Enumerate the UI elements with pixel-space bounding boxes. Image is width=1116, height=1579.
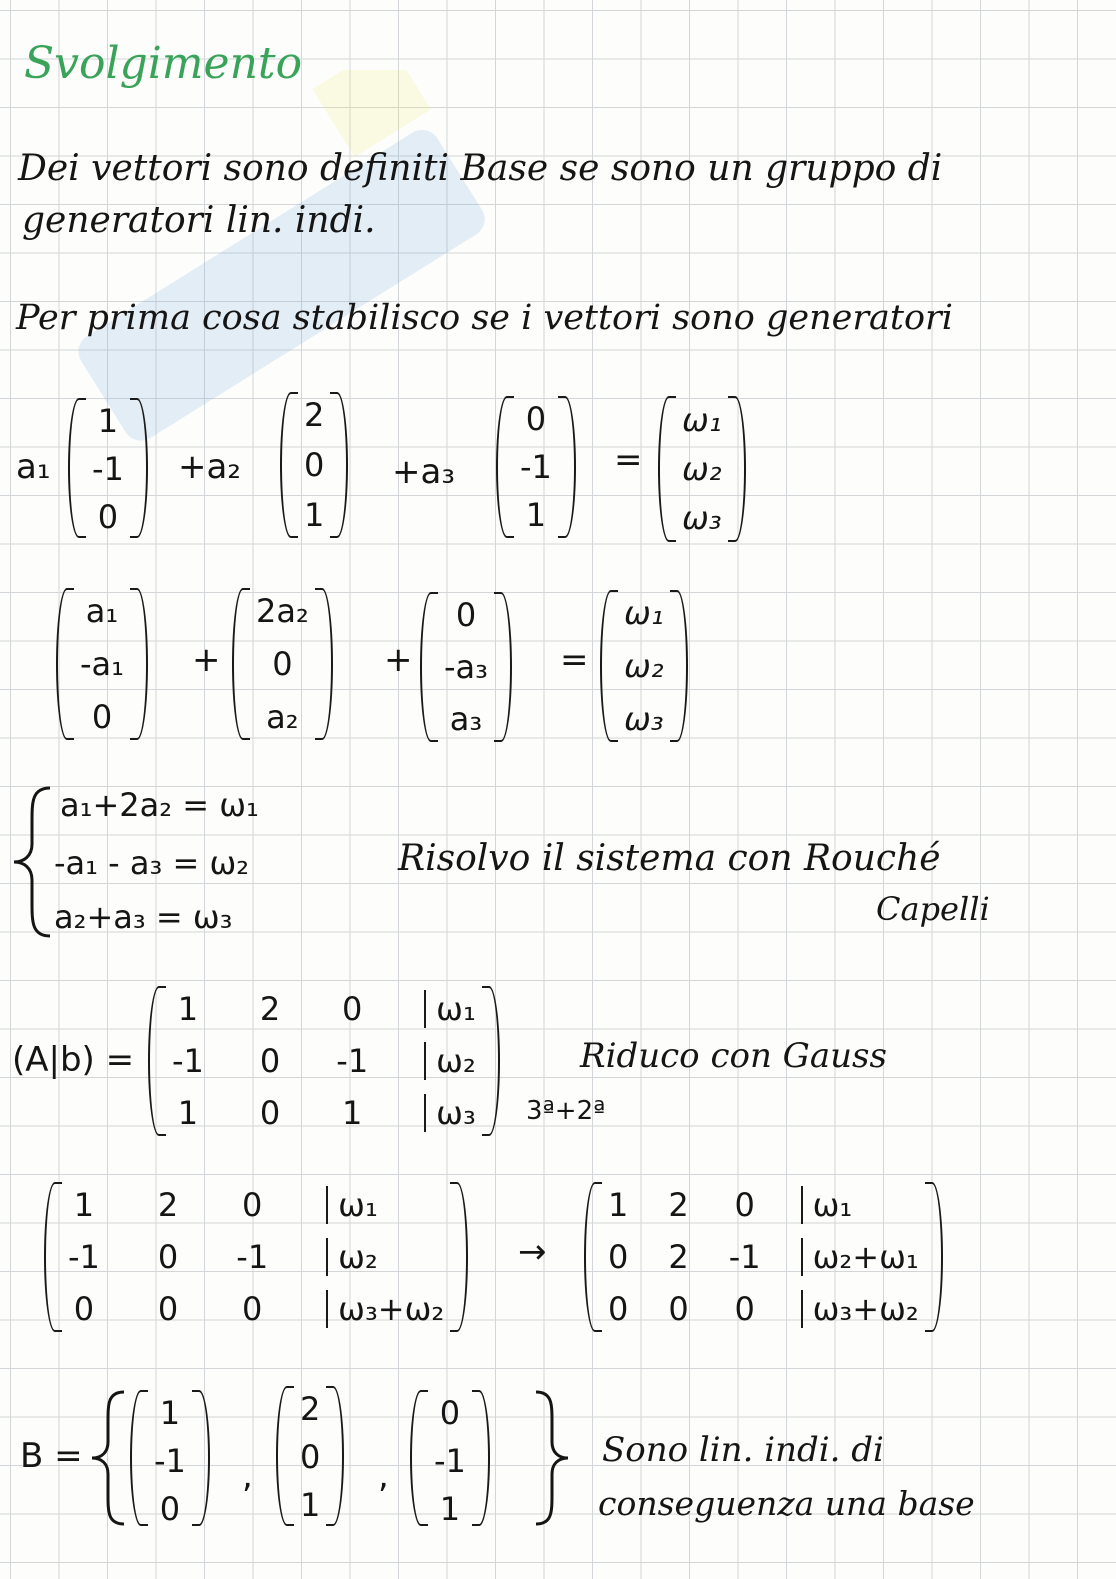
comma: , (378, 1456, 389, 1496)
matrix-cell: 0 (157, 1238, 179, 1276)
vector-entry: 2 (300, 1390, 321, 1428)
vector-entry: -a₁ (80, 644, 124, 683)
vector-v3 (496, 396, 576, 538)
equals-sign: = (614, 440, 643, 480)
matrix-cell: -1 (336, 1042, 369, 1080)
vector-entry: ω₂ (682, 449, 722, 488)
matrix-cell: ω₂+ω₁ (801, 1238, 919, 1276)
curly-brace (6, 782, 56, 942)
matrix-cell: 0 (608, 1238, 629, 1276)
vector-entry: -1 (154, 1442, 186, 1480)
basis-label: B = (20, 1436, 83, 1476)
gauss-note: Riduco con Gauss (580, 1036, 887, 1076)
curly-brace-open (88, 1388, 128, 1528)
system-equation-3: a₂+a₃ = ω₃ (54, 898, 233, 936)
matrix-cell: 0 (242, 1290, 263, 1328)
coefficient-a2: +a₂ (178, 447, 241, 487)
vector-entry: -1 (92, 450, 124, 488)
matrix-cell: -1 (236, 1238, 269, 1276)
matrix-cell: ω₁ (326, 1186, 378, 1224)
paragraph-1-line-2: generatori lin. indi. (22, 200, 376, 241)
matrix-cell: 1 (342, 1094, 363, 1132)
matrix-cell: -1 (172, 1042, 204, 1080)
vector-entry: 2 (304, 396, 325, 434)
paragraph-2: Per prima cosa stabilisco se i vettori sono generatori (16, 298, 953, 338)
plus-sign: + (192, 640, 221, 680)
page-title: Svolgimento (24, 38, 303, 89)
system-note-line-2: Capelli (876, 890, 990, 928)
vector-entry: -a₃ (444, 648, 488, 686)
matrix-cell: 0 (608, 1290, 629, 1328)
row-operation: 3ª+2ª (526, 1096, 606, 1126)
basis-vector-2 (276, 1386, 344, 1526)
vector-entry: 1 (97, 402, 119, 440)
vector-entry: ω₁ (624, 594, 664, 633)
vector-a1 (56, 588, 148, 740)
matrix-cell: ω₃+ω₂ (801, 1290, 919, 1328)
vector-w (658, 396, 746, 542)
augmented-matrix-label: (A|b) = (12, 1040, 135, 1080)
basis-vector-3 (410, 1390, 490, 1526)
system-equation-2: -a₁ - a₃ = ω₂ (54, 844, 250, 882)
matrix-cell: 0 (259, 1094, 281, 1132)
vector-entry: 1 (304, 496, 325, 534)
vector-entry: 0 (455, 596, 477, 634)
comma: , (242, 1456, 253, 1496)
vector-entry: ω₁ (682, 400, 722, 439)
vector-entry: ω₃ (624, 699, 664, 738)
vector-entry: 0 (439, 1394, 461, 1432)
matrix-cell: 0 (73, 1290, 95, 1328)
matrix-cell: 0 (342, 990, 363, 1028)
vector-entry: 0 (159, 1490, 181, 1528)
matrix-after (584, 1182, 943, 1332)
vector-entry: ω₂ (624, 646, 664, 685)
matrix-cell: ω₂ (326, 1238, 378, 1276)
vector-entry: -1 (434, 1442, 466, 1480)
vector-v1 (68, 398, 148, 538)
vector-entry: 0 (304, 446, 325, 484)
coefficient-a1: a₁ (16, 447, 51, 487)
system-note-line-1: Risolvo il sistema con Rouché (398, 838, 941, 879)
coefficient-a3: +a₃ (392, 452, 455, 492)
vector-a2 (232, 588, 333, 740)
matrix-cell: -1 (728, 1238, 761, 1276)
matrix-cell: 2 (668, 1186, 689, 1224)
vector-entry: 0 (97, 498, 119, 536)
vector-entry: 1 (300, 1486, 321, 1524)
augmented-matrix (148, 986, 500, 1136)
matrix-cell: 1 (608, 1186, 629, 1224)
matrix-cell: 0 (259, 1042, 281, 1080)
vector-a3 (420, 592, 512, 742)
basis-note-line-1: Sono lin. indi. di (602, 1430, 884, 1470)
matrix-cell: 0 (157, 1290, 179, 1328)
basis-note-line-2: conseguenza una base (598, 1484, 975, 1523)
matrix-cell: 1 (73, 1186, 95, 1224)
matrix-cell: 2 (157, 1186, 179, 1224)
matrix-cell: 0 (668, 1290, 689, 1328)
matrix-cell: ω₃+ω₂ (326, 1290, 444, 1328)
matrix-before (44, 1182, 468, 1332)
vector-entry: 0 (91, 697, 113, 736)
matrix-cell: ω₁ (801, 1186, 853, 1224)
vector-entry: 0 (272, 644, 293, 683)
matrix-cell: 0 (734, 1290, 755, 1328)
matrix-cell: 0 (734, 1186, 755, 1224)
curly-brace-close (532, 1388, 572, 1528)
system-equation-1: a₁+2a₂ = ω₁ (60, 786, 259, 824)
vector-entry: ω₃ (682, 499, 722, 538)
vector-entry: a₂ (266, 697, 299, 736)
vector-entry: 2a₂ (256, 592, 309, 631)
vector-entry: a₃ (449, 700, 483, 738)
matrix-cell: 0 (242, 1186, 263, 1224)
matrix-cell: 2 (259, 990, 281, 1028)
matrix-cell: ω₃ (424, 1094, 476, 1132)
vector-entry: 0 (525, 400, 547, 438)
vector-entry: a₁ (85, 592, 119, 631)
arrow-icon: → (518, 1232, 547, 1272)
matrix-cell: -1 (68, 1238, 100, 1276)
matrix-cell: ω₁ (424, 990, 476, 1028)
paragraph-1-line-1: Dei vettori sono definiti Base se sono un gruppo di (18, 148, 943, 189)
vector-entry: -1 (520, 448, 552, 486)
equals-sign: = (560, 640, 589, 680)
vector-w (600, 590, 688, 742)
basis-vector-1 (130, 1390, 210, 1526)
vector-entry: 1 (525, 496, 547, 534)
vector-v2 (280, 392, 348, 538)
matrix-cell: 2 (668, 1238, 689, 1276)
vector-entry: 1 (159, 1394, 181, 1432)
matrix-cell: ω₂ (424, 1042, 476, 1080)
matrix-cell: 1 (177, 990, 199, 1028)
plus-sign: + (384, 640, 413, 680)
matrix-cell: 1 (177, 1094, 199, 1132)
vector-entry: 0 (300, 1438, 321, 1476)
vector-entry: 1 (439, 1490, 461, 1528)
